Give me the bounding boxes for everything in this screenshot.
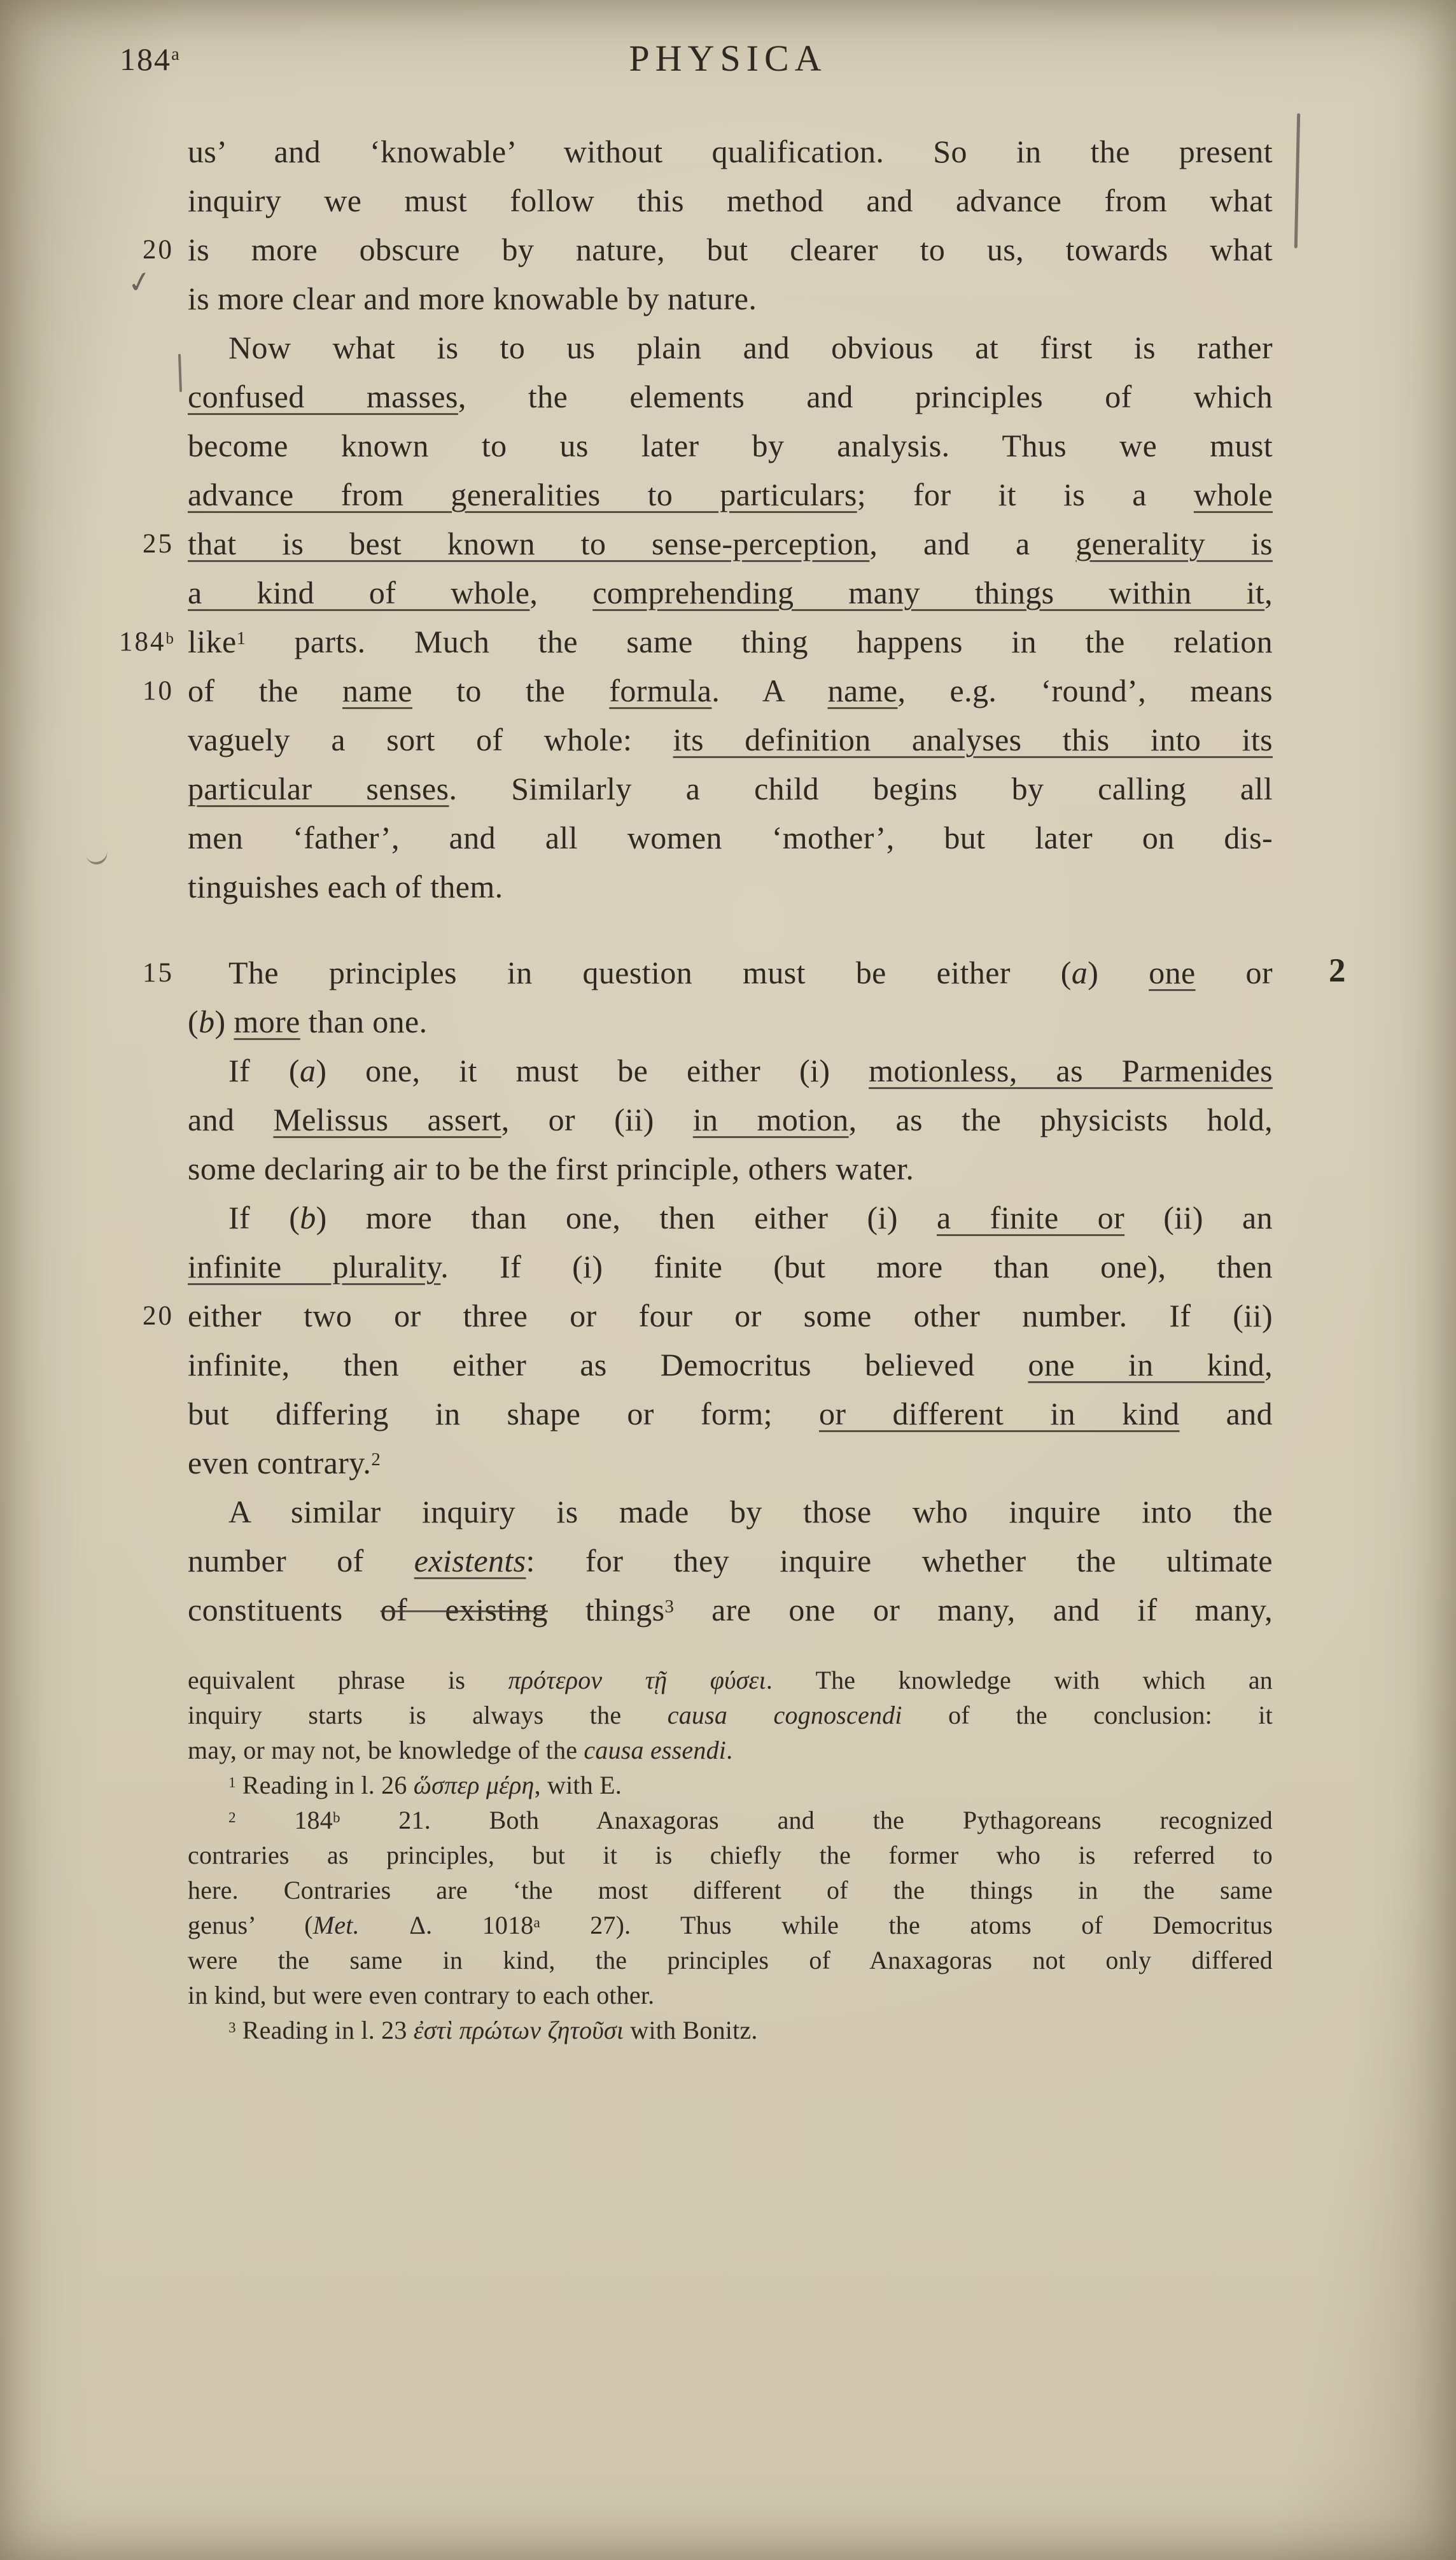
text-line	[188, 2013, 1273, 2048]
text-segment: ; for it is a	[857, 477, 1194, 512]
footnotes	[188, 1663, 1273, 2048]
text-line	[143, 666, 1273, 715]
text-segment: (	[188, 1004, 199, 1039]
text-segment: vaguely a sort of whole:	[188, 722, 673, 757]
text-segment: b	[300, 1200, 316, 1235]
text-segment: that is best known to sense-perception	[188, 526, 870, 561]
text-segment: infinite plurality	[188, 1249, 441, 1284]
text-segment: , and a	[869, 526, 1076, 561]
paragraph	[188, 1803, 1273, 2013]
text-line	[188, 1537, 1273, 1586]
text-segment: but differing in shape or form;	[188, 1396, 819, 1431]
text-segment: one	[1149, 955, 1196, 990]
text-segment: A similar inquiry is made by those who inquire into the	[228, 1494, 1273, 1530]
text-segment: ) one, it must be either (i)	[316, 1053, 869, 1088]
text-segment: more	[234, 1004, 300, 1039]
folio-text: 184	[120, 41, 171, 77]
text-line	[188, 1193, 1273, 1242]
margin-section-number: 2	[1329, 952, 1346, 989]
text-line	[188, 715, 1273, 764]
pencil-checkmark-icon: ✓	[124, 263, 155, 301]
text-segment: b	[199, 1004, 215, 1039]
text-line	[143, 225, 1273, 274]
pencil-squiggle-mark	[85, 848, 109, 867]
text-line	[188, 372, 1273, 421]
text-segment: of the conclusion: it	[902, 1701, 1273, 1729]
text-segment: 3	[664, 1596, 675, 1617]
text-segment: πρότερον τῇ φύσει	[508, 1666, 766, 1694]
text-segment: men ‘father’, and all women ‘mother’, but later on dis-	[188, 820, 1273, 855]
text-line	[188, 1768, 1273, 1803]
text-segment: Met.	[312, 1911, 360, 1939]
folio-superscript: a	[171, 44, 179, 65]
text-line	[188, 997, 1273, 1046]
text-segment: are one or many, and if many,	[674, 1592, 1273, 1628]
text-line	[188, 568, 1273, 617]
text-segment: to the	[412, 673, 610, 708]
text-segment: name	[827, 673, 898, 708]
page-title: PHYSICA	[629, 38, 827, 79]
page-header	[0, 37, 1456, 88]
text-segment: one in kind	[1028, 1347, 1265, 1382]
text-segment: a	[533, 1914, 540, 1931]
text-segment: 27). Thus while the atoms of Democritus	[540, 1911, 1273, 1939]
text-segment: Δ. 1018	[359, 1911, 534, 1939]
text-segment: . If (i) finite (but more than one), then	[440, 1249, 1273, 1284]
text-line	[188, 1873, 1273, 1908]
text-segment: formula	[609, 673, 712, 708]
text-segment: , as the physicists hold,	[848, 1102, 1273, 1137]
margin-line-number: 20	[143, 1301, 174, 1331]
text-segment: a finite or	[936, 1200, 1125, 1235]
text-segment: inquiry starts is always the	[188, 1701, 668, 1729]
text-segment: , or (ii)	[501, 1102, 693, 1137]
body-text	[119, 127, 1346, 1635]
text-line	[119, 617, 1273, 666]
text-segment: If (	[228, 1053, 300, 1088]
text-segment: is more obscure by nature, but clearer to us, towards what	[188, 232, 1273, 267]
text-segment: , the elements and principles of which	[458, 379, 1273, 414]
text-segment: Reading in l. 26	[235, 1771, 414, 1799]
text-segment: ,	[1264, 575, 1273, 610]
text-segment: 3	[228, 2019, 236, 2036]
text-segment: (ii) an	[1124, 1200, 1273, 1235]
text-segment: a	[1071, 955, 1088, 990]
text-segment: its definition analyses this into its	[673, 722, 1273, 757]
text-line	[188, 176, 1273, 225]
text-line	[143, 948, 1346, 997]
text-segment: of the	[188, 673, 343, 708]
margin-line-number: 15	[143, 958, 174, 988]
text-segment: in kind, but were even contrary to each other.	[188, 1981, 655, 2009]
text-segment: , with E.	[534, 1771, 622, 1799]
text-segment: confused masses	[188, 379, 458, 414]
text-line	[188, 764, 1273, 813]
text-segment: even contrary.	[188, 1445, 372, 1480]
text-line	[188, 127, 1273, 176]
text-segment: : for they inquire whether the ultimate	[526, 1543, 1273, 1579]
paragraph	[188, 1663, 1273, 1768]
text-segment: 2	[371, 1449, 381, 1470]
text-segment: were the same in kind, the principles of Anaxagoras not only differed	[188, 1946, 1273, 1974]
text-segment: ὥσπερ μέρη	[413, 1771, 535, 1799]
text-line	[188, 1144, 1273, 1193]
text-segment: whole	[1193, 477, 1273, 512]
text-line	[188, 1389, 1273, 1438]
text-segment: or	[1195, 955, 1273, 990]
text-segment: Melissus assert	[273, 1102, 501, 1137]
text-segment: . A	[711, 673, 828, 708]
text-segment: The principles in question must be either (	[228, 955, 1072, 990]
text-segment: b	[332, 1809, 340, 1826]
text-segment: 1	[228, 1774, 236, 1791]
text-segment: constituents	[188, 1592, 381, 1628]
text-segment: in motion	[692, 1102, 849, 1137]
text-line	[188, 862, 1273, 911]
text-segment: or different in kind	[819, 1396, 1180, 1431]
text-segment: . The knowledge with which an	[766, 1666, 1273, 1694]
text-segment: a kind of whole	[188, 575, 530, 610]
text-segment: existents	[414, 1543, 526, 1579]
text-segment: is more clear and more knowable by nature.	[188, 281, 757, 316]
text-segment: 2	[228, 1809, 236, 1826]
text-segment: some declaring air to be the first principle, others water.	[188, 1151, 914, 1186]
text-line	[188, 1242, 1273, 1291]
paragraph	[188, 1487, 1273, 1635]
folio-number	[120, 41, 179, 78]
text-line	[188, 274, 1273, 323]
margin-line-number: 10	[143, 676, 174, 706]
text-line	[188, 1340, 1273, 1389]
text-line	[188, 1698, 1273, 1733]
margin-line-number: 25	[143, 529, 174, 559]
text-segment: 21. Both Anaxagoras and the Pythagoreans recognized	[340, 1806, 1273, 1834]
margin-number-superscript: b	[165, 629, 174, 647]
paragraph	[188, 1046, 1273, 1193]
text-line	[188, 323, 1273, 372]
paragraph	[188, 2013, 1273, 2048]
text-segment: ) more than one, then either (i)	[316, 1200, 937, 1235]
text-line	[188, 1046, 1273, 1095]
text-segment: become known to us later by analysis. Thus we must	[188, 428, 1273, 463]
text-segment: 184	[235, 1806, 333, 1834]
text-segment: causa essendi	[584, 1736, 727, 1764]
text-segment: number of	[188, 1543, 414, 1579]
text-segment: name	[342, 673, 412, 708]
text-segment: If (	[228, 1200, 300, 1235]
pencil-tick-mark	[178, 354, 182, 392]
pencil-margin-line	[1294, 113, 1300, 248]
text-segment: may, or may not, be knowledge of the	[188, 1736, 584, 1764]
text-line	[188, 1663, 1273, 1698]
text-segment: genus’ (	[188, 1911, 313, 1939]
text-segment: and	[188, 1102, 274, 1137]
text-line	[188, 470, 1273, 519]
text-segment: generality is	[1075, 526, 1273, 561]
text-segment: tinguishes each of them.	[188, 869, 503, 904]
text-segment: of existing	[380, 1592, 548, 1628]
text-line	[188, 1733, 1273, 1768]
text-segment: comprehending many things within it	[592, 575, 1265, 610]
text-line	[188, 813, 1273, 862]
text-segment: with Bonitz.	[624, 2016, 758, 2044]
text-line	[188, 1838, 1273, 1873]
text-segment: infinite, then either as Democritus believed	[188, 1347, 1028, 1382]
text-segment: contraries as principles, but it is chiefly the former who is referred to	[188, 1841, 1273, 1869]
text-line	[188, 1438, 1273, 1487]
margin-line-number: 20	[143, 235, 174, 265]
text-line	[188, 1487, 1273, 1537]
text-segment: inquiry we must follow this method and advance from what	[188, 183, 1273, 218]
text-line	[188, 1095, 1273, 1144]
text-line	[143, 1291, 1273, 1340]
text-segment: ,	[529, 575, 593, 610]
text-line	[188, 1586, 1273, 1635]
text-segment: things	[547, 1592, 665, 1628]
text-segment: us’ and ‘knowable’ without qualification. So in the present	[188, 134, 1273, 169]
text-segment: .	[726, 1736, 733, 1764]
paragraph	[119, 323, 1273, 911]
text-segment: motionless, as Parmenides	[869, 1053, 1273, 1088]
text-segment: )	[214, 1004, 234, 1039]
text-segment: Reading in l. 23	[235, 2016, 414, 2044]
text-segment: equivalent phrase is	[188, 1666, 508, 1694]
text-segment: either two or three or four or some other number. If (ii)	[188, 1298, 1273, 1333]
text-line	[188, 1978, 1273, 2013]
page-content	[119, 127, 1346, 2048]
text-segment: a	[299, 1053, 316, 1088]
text-segment: advance from generalities to particulars	[188, 477, 857, 512]
text-segment: parts. Much the same thing happens in the relation	[246, 624, 1273, 659]
text-segment: particular senses	[188, 771, 449, 806]
text-line	[188, 1908, 1273, 1943]
paragraph	[143, 1193, 1273, 1487]
text-segment: Now what is to us plain and obvious at first is rather	[228, 330, 1273, 365]
text-segment: 1	[236, 628, 246, 649]
text-segment: like	[188, 624, 237, 659]
paragraph	[143, 948, 1346, 1046]
text-segment: ,	[1264, 1347, 1273, 1382]
text-segment: than one.	[300, 1004, 428, 1039]
text-segment: ἐστὶ πρώτων ζητοῦσι	[413, 2016, 624, 2044]
text-segment: . Similarly a child begins by calling all	[449, 771, 1273, 806]
text-segment: here. Contraries are ‘the most different of the things in the same	[188, 1876, 1273, 1904]
text-segment: causa cognoscendi	[667, 1701, 902, 1729]
text-line	[188, 1943, 1273, 1978]
paragraph	[143, 127, 1273, 323]
text-line	[188, 421, 1273, 470]
text-segment: and	[1179, 1396, 1273, 1431]
paragraph	[188, 1768, 1273, 1803]
text-segment: , e.g. ‘round’, means	[897, 673, 1273, 708]
text-line	[188, 1803, 1273, 1838]
margin-line-number: 184$^b$	[119, 627, 174, 657]
text-line	[143, 519, 1273, 568]
text-segment: )	[1088, 955, 1149, 990]
